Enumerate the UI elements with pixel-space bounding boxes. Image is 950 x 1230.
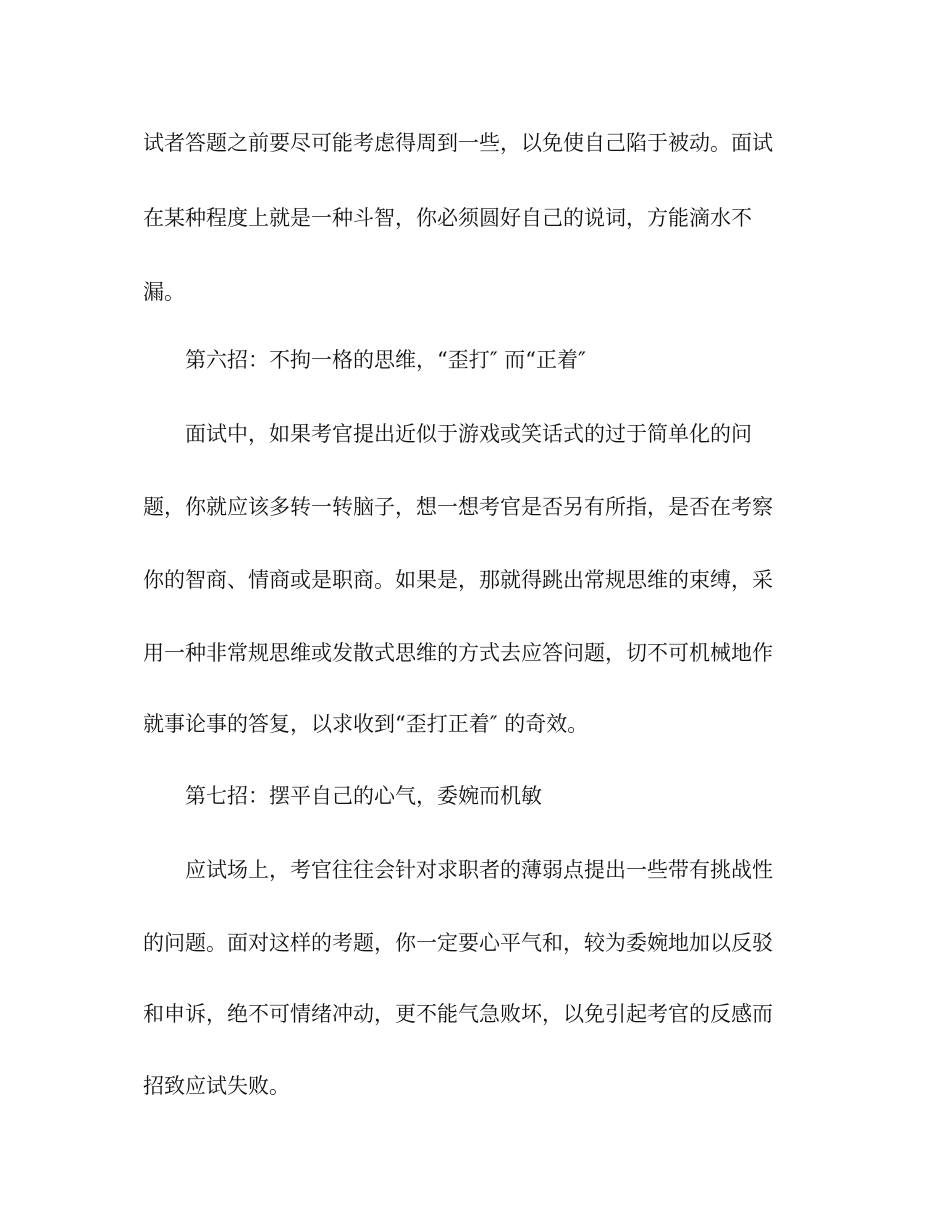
paragraph-line: 应试场上，考官往往会针对求职者的薄弱点提出一些带有挑战性 [185, 858, 773, 882]
paragraph-line: 用一种非常规思维或发散式思维的方式去应答问题，切不可机械地作 [143, 641, 773, 665]
section-heading-six: 第六招：不拘一格的思维，“歪打″ 而“正着″ [185, 348, 586, 372]
paragraph-line: 和申诉，绝不可情绪冲动，更不能气急败坏，以免引起考官的反感而 [143, 1002, 773, 1026]
paragraph-line: 试者答题之前要尽可能考虑得周到一些，以免使自己陷于被动。面试 [143, 131, 773, 155]
section-heading-seven: 第七招：摆平自己的心气，委婉而机敏 [185, 784, 542, 808]
paragraph-line: 的问题。面对这样的考题，你一定要心平气和，较为委婉地加以反驳 [143, 931, 773, 955]
paragraph-line: 面试中，如果考官提出近似于游戏或笑话式的过于简单化的问 [185, 422, 752, 446]
paragraph-line: 漏。 [143, 280, 185, 304]
paragraph-line: 招致应试失败。 [143, 1074, 290, 1098]
paragraph-line: 就事论事的答复，以求收到“歪打正着″ 的奇效。 [143, 712, 589, 736]
paragraph-line: 题，你就应该多转一转脑子，想一想考官是否另有所指，是否在考察 [143, 495, 773, 519]
paragraph-line: 你的智商、情商或是职商。如果是，那就得跳出常规思维的束缚，采 [143, 568, 773, 592]
paragraph-line: 在某种程度上就是一种斗智，你必须圆好自己的说词，方能滴水不 [143, 206, 752, 230]
